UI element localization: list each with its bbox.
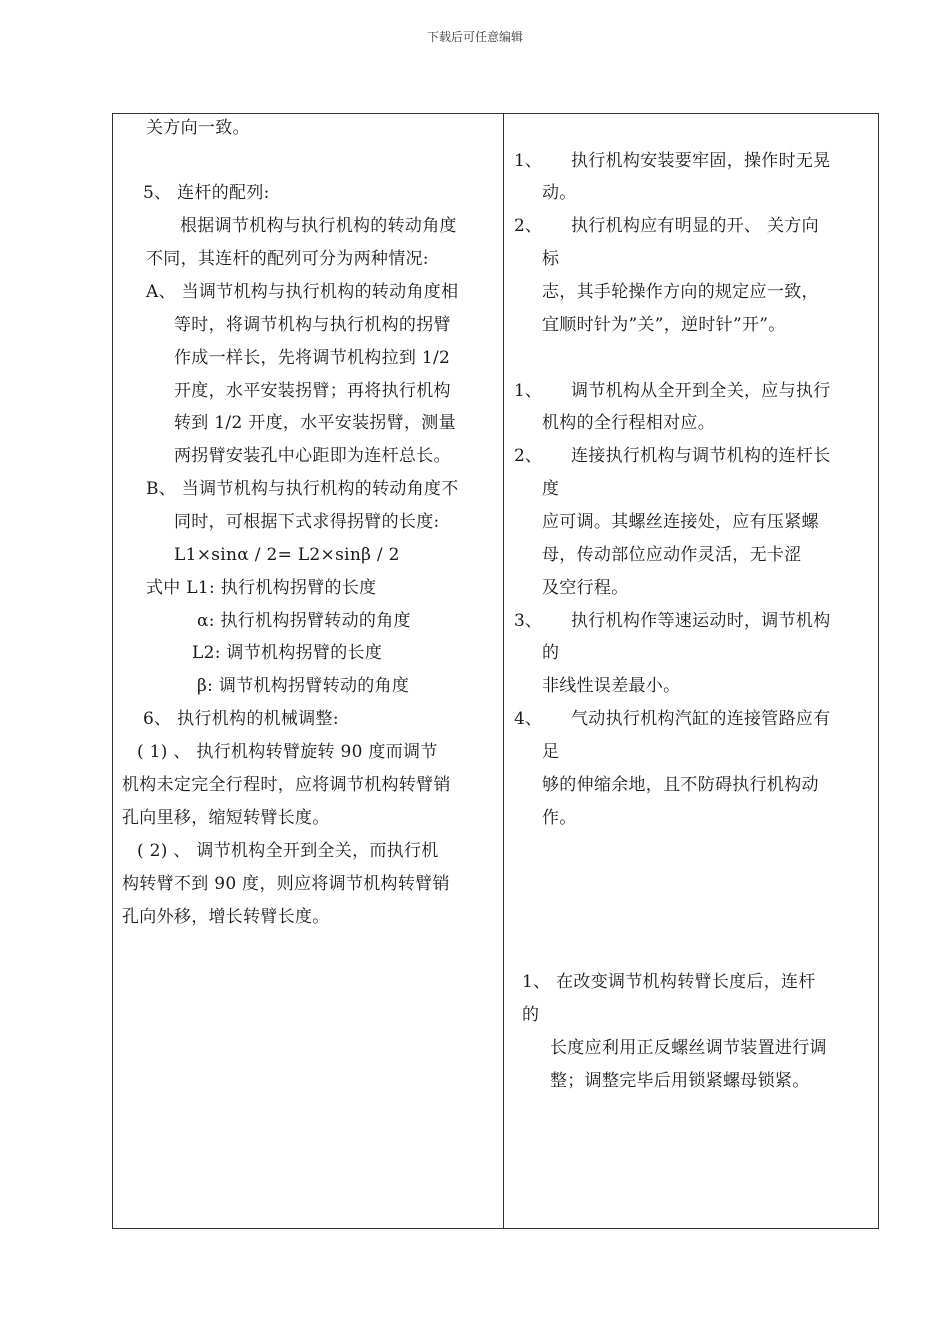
- left-line: ( 2) 、 调节机构全开到全关，而执行机: [137, 841, 439, 861]
- left-line: 构转臂不到 90 度，则应将调节机构转臂销: [122, 874, 450, 894]
- right-line: 宜顺时针为”关”，逆时针”开”。: [542, 315, 786, 335]
- left-line: β: 调节机构拐臂转动的角度: [197, 676, 410, 696]
- left-line: 式中 L1: 执行机构拐臂的长度: [146, 578, 377, 598]
- left-line: 作成一样长，先将调节机构拉到 1/2: [174, 348, 451, 368]
- right-line: 母，传动部位应动作灵活，无卡涩: [542, 545, 802, 565]
- list-number: 2、: [514, 216, 542, 236]
- left-line: 等时，将调节机构与执行机构的拐臂: [174, 315, 451, 335]
- right-line: 执行机构安装要牢固，操作时无晃: [571, 151, 831, 171]
- right-line: 调节机构从全开到全关，应与执行: [571, 381, 831, 401]
- left-line: ( 1) 、 执行机构转臂旋转 90 度而调节: [137, 742, 438, 762]
- left-line: 转到 1/2 开度，水平安装拐臂，测量: [174, 413, 456, 433]
- list-number: 3、: [514, 611, 542, 631]
- right-line: 连接执行机构与调节机构的连杆长: [571, 446, 831, 466]
- left-line: 机构未定完全行程时，应将调节机构转臂销: [122, 775, 451, 795]
- right-line: 执行机构应有明显的开、 关方向: [571, 216, 819, 236]
- right-line: 1、 在改变调节机构转臂长度后，连杆: [522, 972, 816, 992]
- section-heading: 6、 执行机构的机械调整:: [143, 709, 339, 729]
- column-divider: [503, 113, 504, 1229]
- left-line: B、 当调节机构与执行机构的转动角度不: [146, 479, 459, 499]
- left-line: 两拐臂安装孔中心距即为连杆总长。: [174, 446, 451, 466]
- left-line: 根据调节机构与执行机构的转动角度: [180, 216, 457, 236]
- formula: L1×sinα / 2= L2×sinβ / 2: [174, 545, 400, 565]
- right-line: 足: [542, 742, 560, 762]
- left-line: 孔向里移，缩短转臂长度。: [122, 808, 330, 828]
- left-line: 不同，其连杆的配列可分为两种情况:: [146, 249, 429, 269]
- list-number: 2、: [514, 446, 542, 466]
- right-line: 度: [542, 479, 560, 499]
- right-line: 执行机构作等速运动时，调节机构: [571, 611, 831, 631]
- content-table: [112, 113, 879, 1229]
- right-line: 长度应利用正反螺丝调节装置进行调: [550, 1038, 827, 1058]
- left-line: 同时，可根据下式求得拐臂的长度:: [174, 512, 440, 532]
- left-line: A、 当调节机构与执行机构的转动角度相: [146, 282, 459, 302]
- right-line: 及空行程。: [542, 578, 629, 598]
- right-line: 非线性误差最小。: [542, 676, 681, 696]
- left-line: 关方向一致。: [146, 118, 250, 138]
- right-line: 应可调。其螺丝连接处，应有压紧螺: [542, 512, 819, 532]
- right-line: 整；调整完毕后用锁紧螺母锁紧。: [550, 1071, 810, 1091]
- left-line: L2: 调节机构拐臂的长度: [192, 643, 383, 663]
- right-line: 志，其手轮操作方向的规定应一致，: [542, 282, 819, 302]
- right-line: 动。: [542, 183, 577, 203]
- right-line: 的: [542, 643, 560, 663]
- left-line: α: 执行机构拐臂转动的角度: [197, 611, 411, 631]
- left-line: 开度，水平安装拐臂；再将执行机构: [174, 381, 451, 401]
- section-heading: 5、 连杆的配列:: [143, 183, 270, 203]
- list-number: 1、: [514, 151, 542, 171]
- right-line: 标: [542, 249, 560, 269]
- list-number: 1、: [514, 381, 542, 401]
- right-line: 的: [522, 1005, 540, 1025]
- left-line: 孔向外移，增长转臂长度。: [122, 907, 330, 927]
- right-line: 机构的全行程相对应。: [542, 413, 715, 433]
- right-line: 够的伸缩余地，且不防碍执行机构动: [542, 775, 819, 795]
- right-line: 气动执行机构汽缸的连接管路应有: [571, 709, 831, 729]
- right-line: 作。: [542, 808, 577, 828]
- page-header: 下载后可任意编辑: [426, 30, 523, 44]
- list-number: 4、: [514, 709, 542, 729]
